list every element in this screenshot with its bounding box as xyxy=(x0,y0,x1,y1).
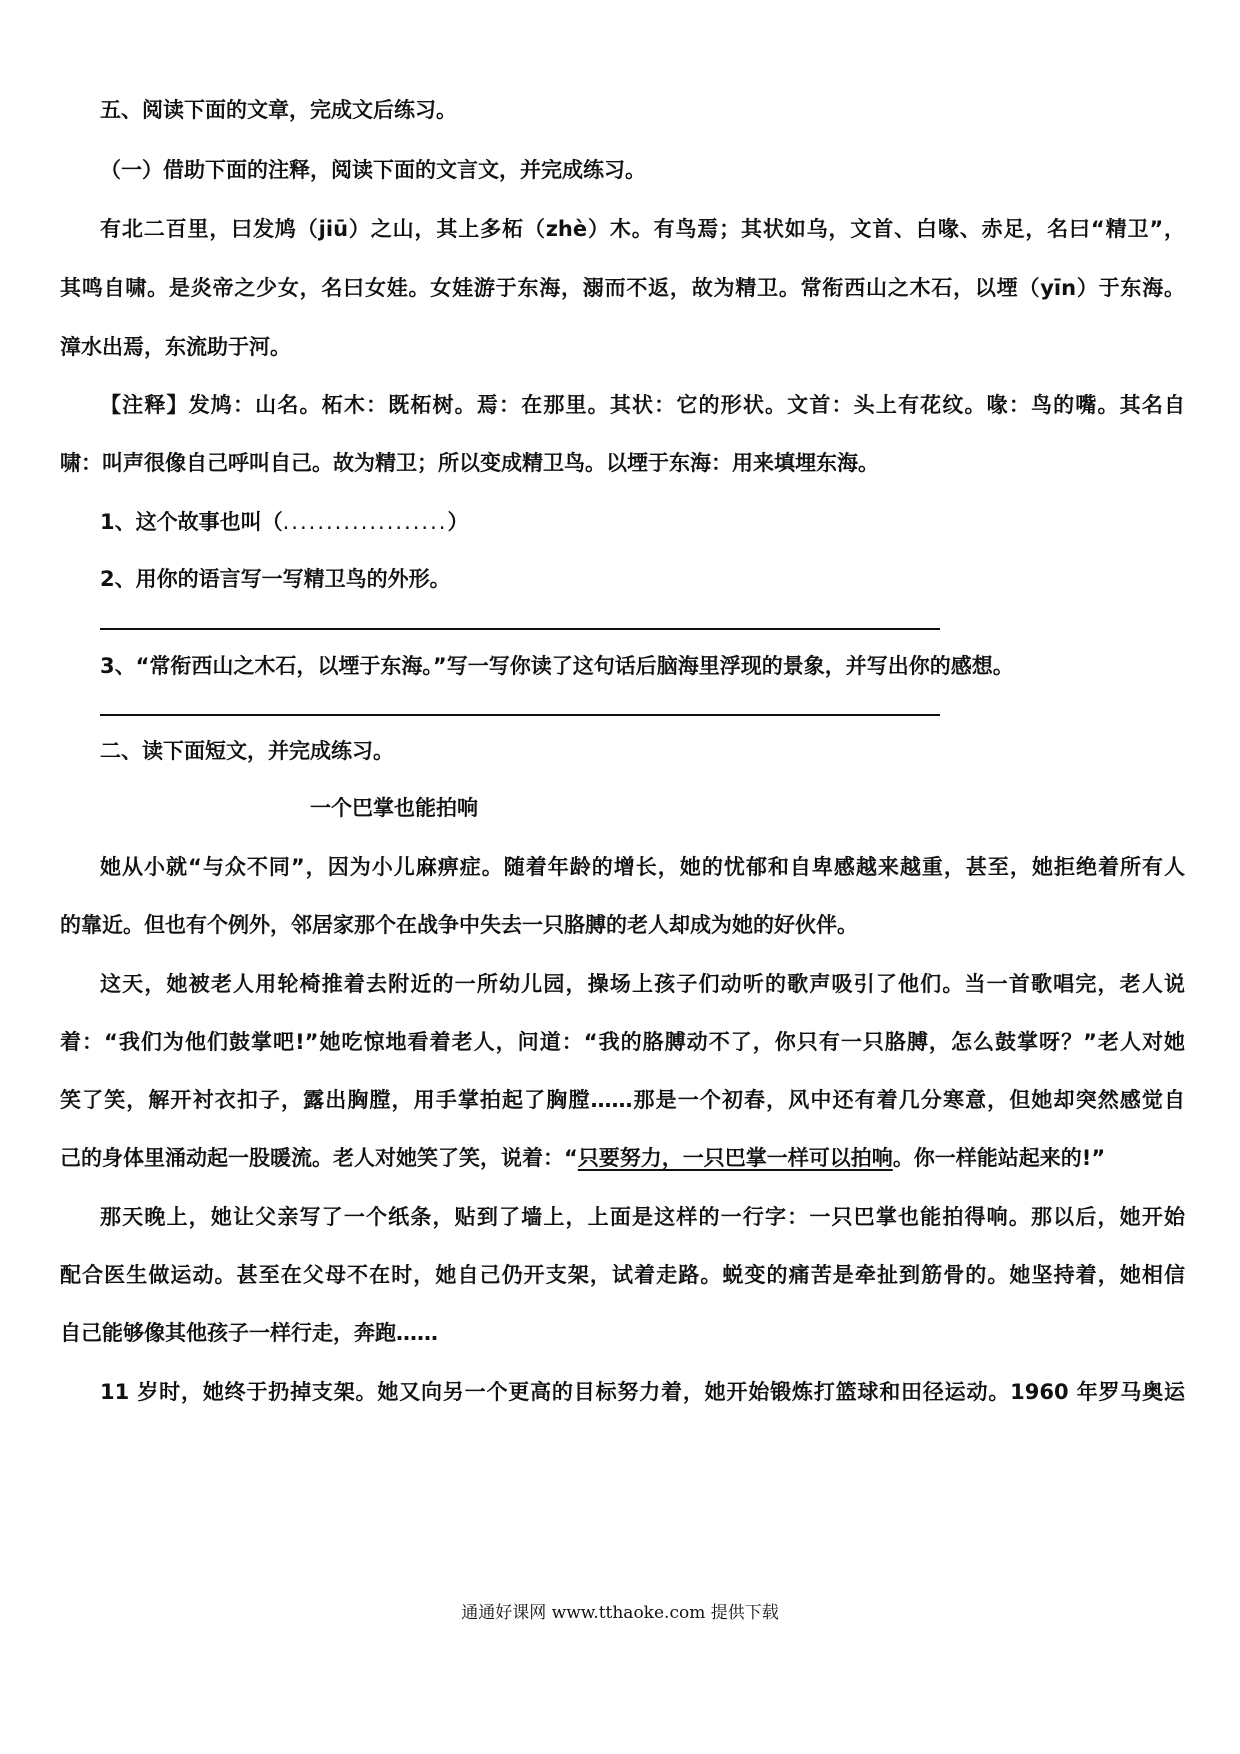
story-title: 一个巴掌也能拍响 xyxy=(310,796,478,820)
passage-line: 有北二百里，曰发鸠（jiū）之山，其上多柘（zhè）木。有鸟焉；其状如乌，文首、白喙、赤足，名曰“精卫”， xyxy=(100,217,1185,241)
question-3: 3、“常衔西山之木石，以堙于东海。”写一写你读了这句话后脑海里浮现的景象，并写出你的感想。 xyxy=(100,654,1014,678)
story-text: 己的身体里涌动起一股暖流。老人对她笑了笑，说着：“ xyxy=(60,1146,578,1170)
story-line: 自己能够像其他孩子一样行走，奔跑…… xyxy=(60,1321,438,1345)
story-line: 着：“我们为他们鼓掌吧!”她吃惊地看着老人，问道：“我的胳膊动不了，你只有一只胳膊，怎么鼓掌呀？”老人对她 xyxy=(60,1030,1185,1054)
section5-heading: 五、阅读下面的文章，完成文后练习。 xyxy=(100,98,457,122)
story-line: 她从小就“与众不同”，因为小儿麻痹症。随着年龄的增长，她的忧郁和自卑感越来越重，甚至，她拒绝着所有人 xyxy=(100,855,1185,879)
question-1-prefix: 1、这个故事也叫（ xyxy=(100,510,283,534)
footer: 通通好课网 www.tthaoke.com 提供下载 xyxy=(461,1603,779,1623)
question-1 xyxy=(100,507,468,537)
passage-line: 漳水出焉，东流助于河。 xyxy=(60,335,291,359)
notes-line: 啸：叫声很像自己呼叫自己。故为精卫；所以变成精卫鸟。以堙于东海：用来填埋东海。 xyxy=(60,451,879,475)
passage-line: 其鸣自啸。是炎帝之少女，名曰女娃。女娃游于东海，溺而不返，故为精卫。常衔西山之木石，以堙（yīn）于东海。 xyxy=(60,276,1185,300)
question-1-suffix: ） xyxy=(447,510,469,534)
question-2: 2、用你的语言写一写精卫鸟的外形。 xyxy=(100,567,451,591)
underlined-sentence: 只要努力，一只巴掌一样可以拍响 xyxy=(577,1146,893,1170)
story-line xyxy=(60,1143,1105,1173)
story-line: 笑了笑，解开衬衣扣子，露出胸膛，用手掌拍起了胸膛……那是一个初春，风中还有着几分寒意，但她却突然感觉自 xyxy=(60,1088,1185,1112)
answer-blank[interactable]: ................... xyxy=(282,510,448,534)
section5-subheading: （一）借助下面的注释，阅读下面的文言文，并完成练习。 xyxy=(100,158,646,182)
story-text: 。你一样能站起来的!” xyxy=(892,1146,1106,1170)
story-line: 配合医生做运动。甚至在父母不在时，她自己仍开支架，试着走路。蜕变的痛苦是牵扯到筋骨的。她坚持着，她相信 xyxy=(60,1263,1185,1287)
story-line: 那天晚上，她让父亲写了一个纸条，贴到了墙上，上面是这样的一行字：一只巴掌也能拍得响。那以后，她开始 xyxy=(100,1205,1185,1229)
answer-line[interactable] xyxy=(100,628,940,630)
notes-line: 【注释】发鸠：山名。柘木：既柘树。焉：在那里。其状：它的形状。文首：头上有花纹。喙：鸟的嘴。其名自 xyxy=(100,393,1185,417)
section2-heading: 二、读下面短文，并完成练习。 xyxy=(100,739,394,763)
story-line: 11 岁时，她终于扔掉支架。她又向另一个更高的目标努力着，她开始锻炼打篮球和田径运动。1960 年罗马奥运 xyxy=(100,1380,1185,1404)
answer-line[interactable] xyxy=(100,714,940,716)
story-line: 这天，她被老人用轮椅推着去附近的一所幼儿园，操场上孩子们动听的歌声吸引了他们。当一首歌唱完，老人说 xyxy=(100,972,1185,996)
story-line: 的靠近。但也有个例外，邻居家那个在战争中失去一只胳膊的老人却成为她的好伙伴。 xyxy=(60,913,858,937)
